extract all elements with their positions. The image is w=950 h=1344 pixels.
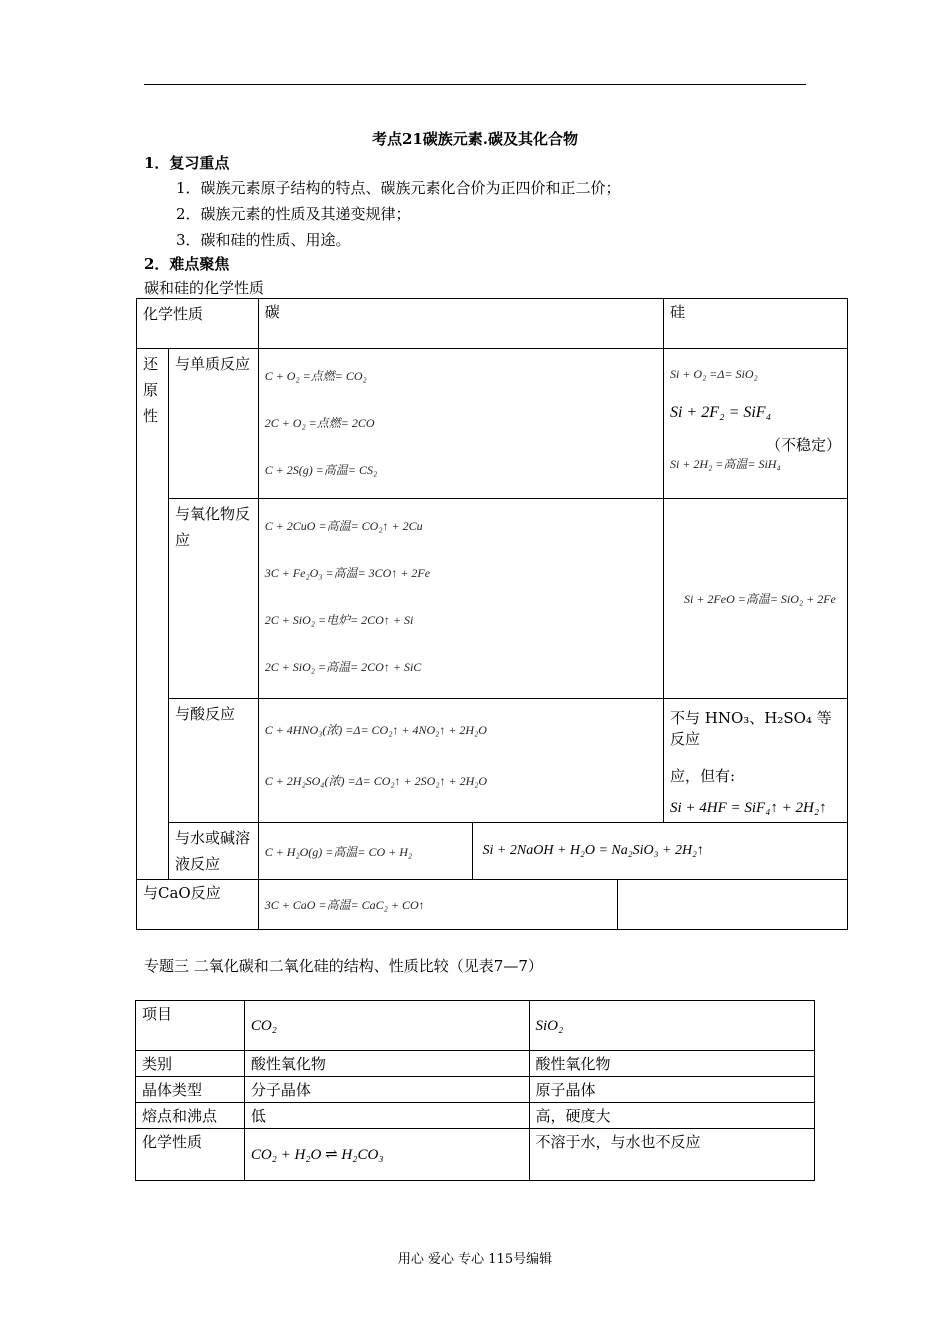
row-label-oxide: 与氧化物反应 (168, 499, 258, 699)
carbon-acid-cell (258, 699, 663, 823)
silicon-oxide-cell (663, 499, 847, 699)
silicon-cao-cell (618, 880, 848, 930)
t2-cell: 分子晶体 (244, 1077, 529, 1103)
eq-si-feo: Si + 2FeO =高温= SiO₂ + 2Fe (683, 592, 836, 606)
eq-si-o2: Si + O₂ =Δ= SiO₂ (669, 367, 758, 381)
t2-header-co2: CO₂ (244, 1001, 529, 1051)
table1-caption: 碳和硅的化学性质 (144, 279, 265, 297)
eq-2c-o2: 2C + O₂ =点燃= 2CO (264, 416, 375, 430)
eq-c-h2so4: C + 2H₂SO₄(浓) =Δ= CO₂↑ + 2SO₂↑ + 2H₂O (264, 774, 488, 788)
eq-c-cuo: C + 2CuO =高温= CO₂↑ + 2Cu (264, 519, 423, 533)
row-label-water: 与水或碱溶液反应 (168, 823, 258, 880)
eq-c-fe2o3: 3C + Fe₂O₃ =高温= 3CO↑ + 2Fe (264, 566, 431, 580)
review-item-1: 1．碳族元素原子结构的特点、碳族元素化合价为正四价和正二价； (176, 179, 621, 197)
t2-cell-equation: CO₂ + H₂O ⇌ H₂CO₃ (244, 1129, 529, 1181)
co2-sio2-table (135, 1000, 815, 1181)
carbon-simple-cell (258, 349, 663, 499)
si-acid-line1: 不与 HNO₃、H₂SO₄ 等反应 (669, 709, 832, 748)
row-label-acid: 与酸反应 (168, 699, 258, 823)
carbon-silicon-table (136, 298, 848, 930)
header-rule (144, 84, 806, 85)
t2-row-label: 熔点和沸点 (136, 1103, 245, 1129)
header-chem-property: 化学性质 (137, 299, 259, 349)
eq-si-f2: Si + 2F₂ = SiF₄ (669, 404, 772, 421)
carbon-cao-cell (258, 880, 617, 930)
review-item-2: 2．碳族元素的性质及其递变规律； (176, 205, 411, 223)
eq-si-naoh: Si + 2NaOH + H₂O = Na₂SiO₃ + 2H₂↑ (482, 843, 704, 858)
carbon-water-cell (258, 823, 472, 880)
eq-c-h2o: C + H₂O(g) =高温= CO + H₂ (264, 844, 413, 859)
t2-header-item: 项目 (136, 1001, 245, 1051)
header-silicon: 硅 (663, 299, 847, 349)
t2-cell: 酸性氧化物 (529, 1051, 815, 1077)
row-label-simple: 与单质反应 (168, 349, 258, 499)
t2-cell: 不溶于水，与水也不反应 (529, 1129, 815, 1181)
section-heading-review: 1．复习重点 (144, 154, 230, 172)
eq-si-hf: Si + 4HF = SiF₄↑ + 2H₂↑ (669, 800, 827, 816)
t2-row-label: 化学性质 (136, 1129, 245, 1181)
eq-c-cao: 3C + CaO =高温= CaC₂ + CO↑ (264, 898, 425, 912)
topic3-heading: 专题三 二氧化碳和二氧化硅的结构、性质比较（见表7—7） (144, 957, 543, 975)
eq-c-sio2-sic: 2C + SiO₂ =高温= 2CO↑ + SiC (264, 660, 422, 674)
unstable-note: （不稳定） (765, 436, 841, 454)
silicon-water-cell (472, 823, 847, 880)
t2-cell: 原子晶体 (529, 1077, 815, 1103)
carbon-oxide-cell (258, 499, 663, 699)
eq-c-sio2-si: 2C + SiO₂ =电炉= 2CO↑ + Si (264, 613, 414, 627)
section-heading-difficulty: 2．难点聚焦 (144, 255, 230, 273)
t2-cell: 高，硬度大 (529, 1103, 815, 1129)
review-item-3: 3．碳和硅的性质、用途。 (176, 231, 351, 249)
si-acid-line2: 应，但有: (669, 767, 736, 785)
eq-si-h2: Si + 2H₂ =高温= SiH₄ (669, 457, 781, 471)
reducing-label: 还原性 (137, 349, 169, 880)
silicon-acid-cell (663, 699, 847, 823)
t2-cell: 酸性氧化物 (244, 1051, 529, 1077)
header-carbon: 碳 (258, 299, 663, 349)
eq-c-o2: C + O₂ =点燃= CO₂ (264, 369, 367, 383)
t2-row-label: 类别 (136, 1051, 245, 1077)
page-title: 考点21碳族元素.碳及其化合物 (371, 130, 579, 148)
t2-row-label: 晶体类型 (136, 1077, 245, 1103)
eq-c-s: C + 2S(g) =高温= CS₂ (264, 463, 378, 477)
t2-cell: 低 (244, 1103, 529, 1129)
page-footer: 用心 爱心 专心 115号编辑 (397, 1252, 553, 1267)
row-label-cao: 与CaO反应 (137, 880, 259, 930)
t2-header-sio2: SiO₂ (529, 1001, 815, 1051)
silicon-simple-cell (663, 349, 847, 499)
eq-c-hno3: C + 4HNO₃(浓) =Δ= CO₂↑ + 4NO₂↑ + 2H₂O (264, 723, 487, 737)
